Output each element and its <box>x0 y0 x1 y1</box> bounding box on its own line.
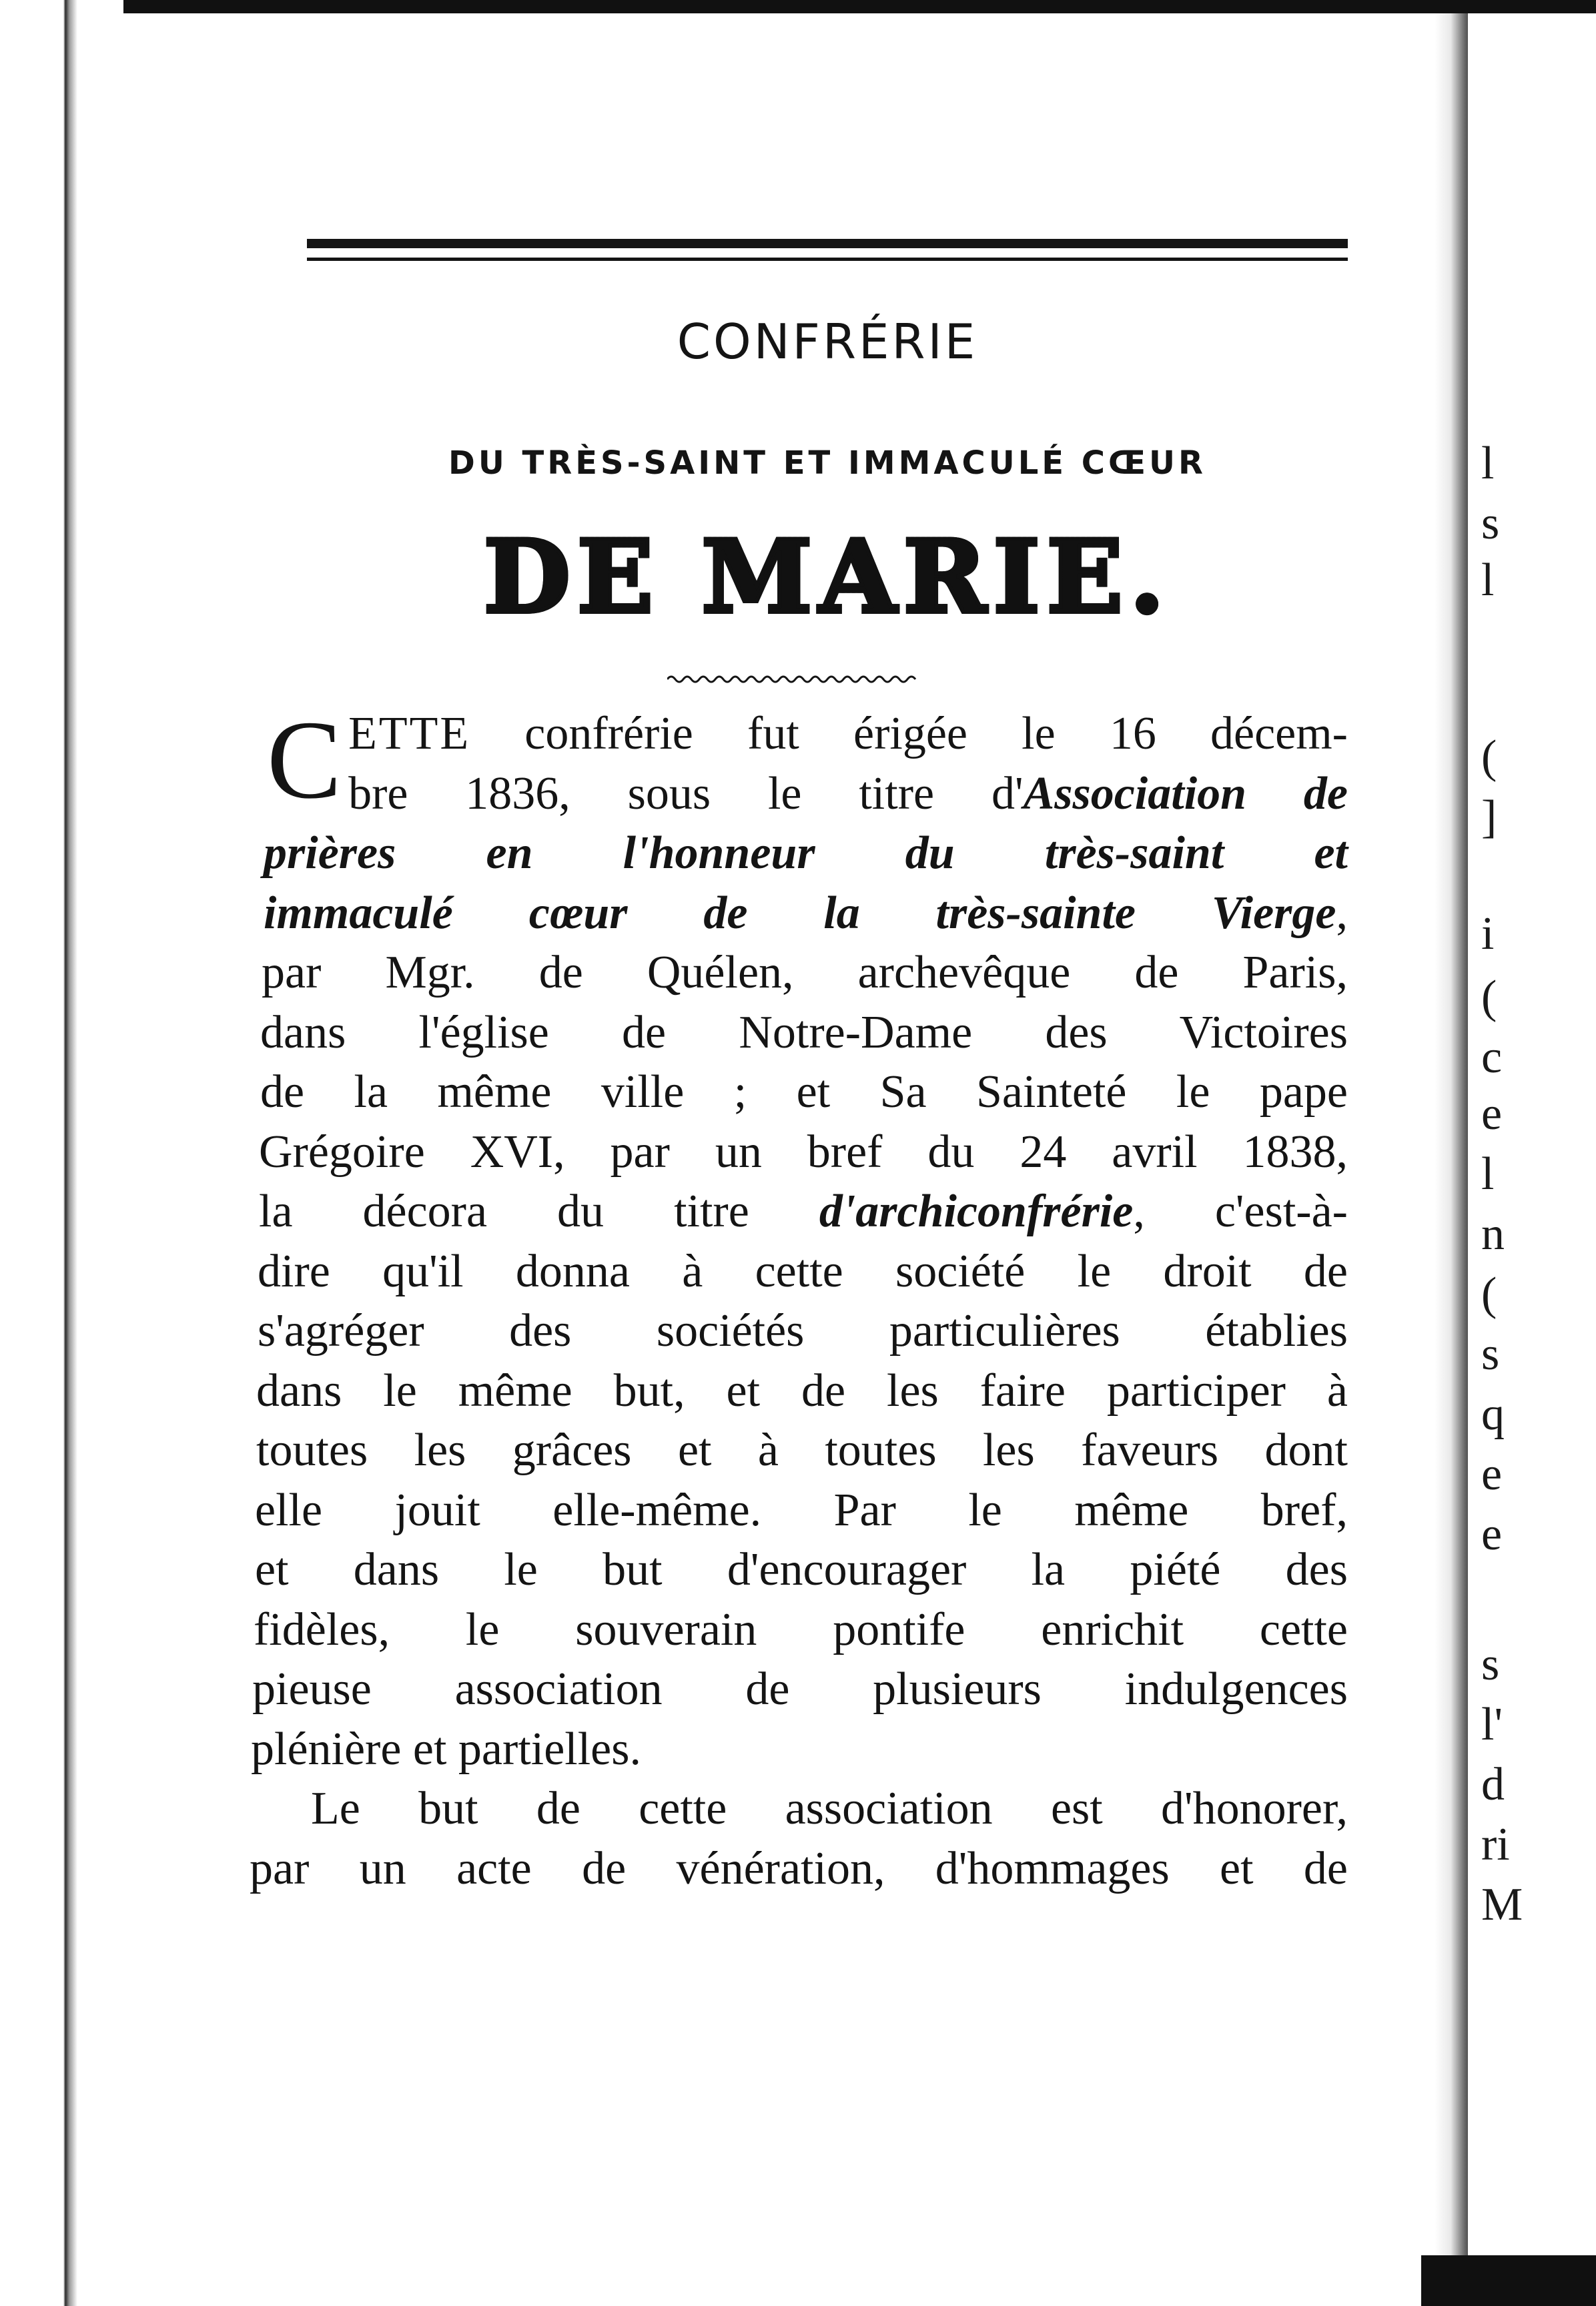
text-run-italic: d'archiconfrérie <box>819 1186 1134 1237</box>
text-line: de la même ville ; et Sa Sainteté le pape <box>260 1066 1348 1118</box>
wavy-ornament-rule <box>667 674 921 687</box>
text-line: fidèles, le souverain pontife enrichit cette <box>254 1603 1348 1655</box>
text-run-italic: immaculé cœur de la très-sainte Vierge <box>264 887 1336 939</box>
text-line: par Mgr. de Quélen, archevêque de Paris, <box>262 947 1348 998</box>
facing-page-glyph: e <box>1481 1088 1503 1140</box>
text-run: la décora du titre <box>259 1186 819 1237</box>
facing-page-glyph: l <box>1481 554 1495 606</box>
heading-ornate-text: DE MARIE. <box>483 518 1172 636</box>
heading-line-3 <box>307 518 1348 636</box>
facing-page-glyph: ( <box>1481 1268 1497 1320</box>
text-run-italic: Association de <box>1023 767 1348 819</box>
text-run: ETTE <box>348 708 471 759</box>
facing-page-glyph: ] <box>1481 791 1497 843</box>
heading-line-2: DU TRÈS-SAINT ET IMMACULÉ CŒUR <box>448 444 1206 482</box>
facing-page-glyph: l <box>1481 1148 1495 1200</box>
text-line: elle jouit elle-même. Par le même bref, <box>255 1484 1348 1536</box>
text-line-italic: prières en l'honneur du très-saint et <box>264 827 1348 879</box>
text-line <box>264 883 1348 943</box>
facing-page-glyph: M <box>1481 1879 1523 1930</box>
facing-page-glyph: n <box>1481 1208 1505 1260</box>
facing-page-glyph: q <box>1481 1389 1505 1440</box>
facing-page-glyph: l' <box>1481 1699 1503 1750</box>
facing-page-glyph: l <box>1481 438 1495 489</box>
facing-page-glyph: e <box>1481 1449 1503 1500</box>
text-line <box>259 1182 1348 1242</box>
text-line <box>267 704 1348 764</box>
text-line: dans le même but, et de les faire participer à <box>256 1365 1348 1417</box>
text-line: dire qu'il donna à cette société le droit de <box>258 1245 1348 1297</box>
text-line: s'agréger des sociétés particulières établies <box>258 1305 1348 1357</box>
text-run: confrérie fut érigée le 16 décem- <box>470 708 1348 759</box>
text-run: , <box>1336 887 1348 939</box>
text-line: toutes les grâces et à toutes les faveurs dont <box>256 1425 1348 1476</box>
facing-page-glyph: c <box>1481 1032 1503 1083</box>
scan-left-margin <box>0 0 123 2306</box>
text-line: pieuse association de plusieurs indulgences <box>252 1663 1348 1715</box>
facing-page-glyph: s <box>1481 1639 1500 1690</box>
drop-cap: C <box>267 698 342 822</box>
text-line <box>267 764 1348 824</box>
header-rule-thick <box>307 239 1348 248</box>
facing-page-glyph: d <box>1481 1759 1505 1810</box>
facing-page-glyph: ( <box>1481 731 1497 783</box>
facing-page-edge <box>1468 13 1596 2306</box>
text-line: plénière et partielles. <box>251 1723 641 1775</box>
scan-top-border <box>0 0 1596 13</box>
facing-page-glyph: e <box>1481 1509 1503 1560</box>
body-text <box>250 698 1348 1898</box>
facing-page-glyph: ( <box>1481 972 1497 1023</box>
text-line: par un acte de vénération, d'hommages et de <box>250 1842 1348 1894</box>
text-line: dans l'église de Notre-Dame des Victoires <box>260 1006 1348 1058</box>
text-run: bre 1836, sous le titre d' <box>348 767 1024 819</box>
heading-line-1: CONFRÉRIE <box>677 314 978 370</box>
facing-page-glyph: ri <box>1481 1819 1510 1870</box>
text-line: et dans le but d'encourager la piété des <box>255 1544 1348 1595</box>
header-rule-thin <box>307 258 1348 261</box>
facing-page-glyph: s <box>1481 1328 1500 1380</box>
facing-page-glyph: s <box>1481 498 1500 549</box>
facing-page-glyph: i <box>1481 908 1495 959</box>
text-line: Grégoire XVI, par un bref du 24 avril 1838, <box>259 1126 1348 1178</box>
text-line: Le but de cette association est d'honorer, <box>311 1783 1348 1834</box>
scan-bottom-corner <box>1421 2255 1596 2306</box>
text-run: , c'est-à- <box>1133 1186 1348 1237</box>
